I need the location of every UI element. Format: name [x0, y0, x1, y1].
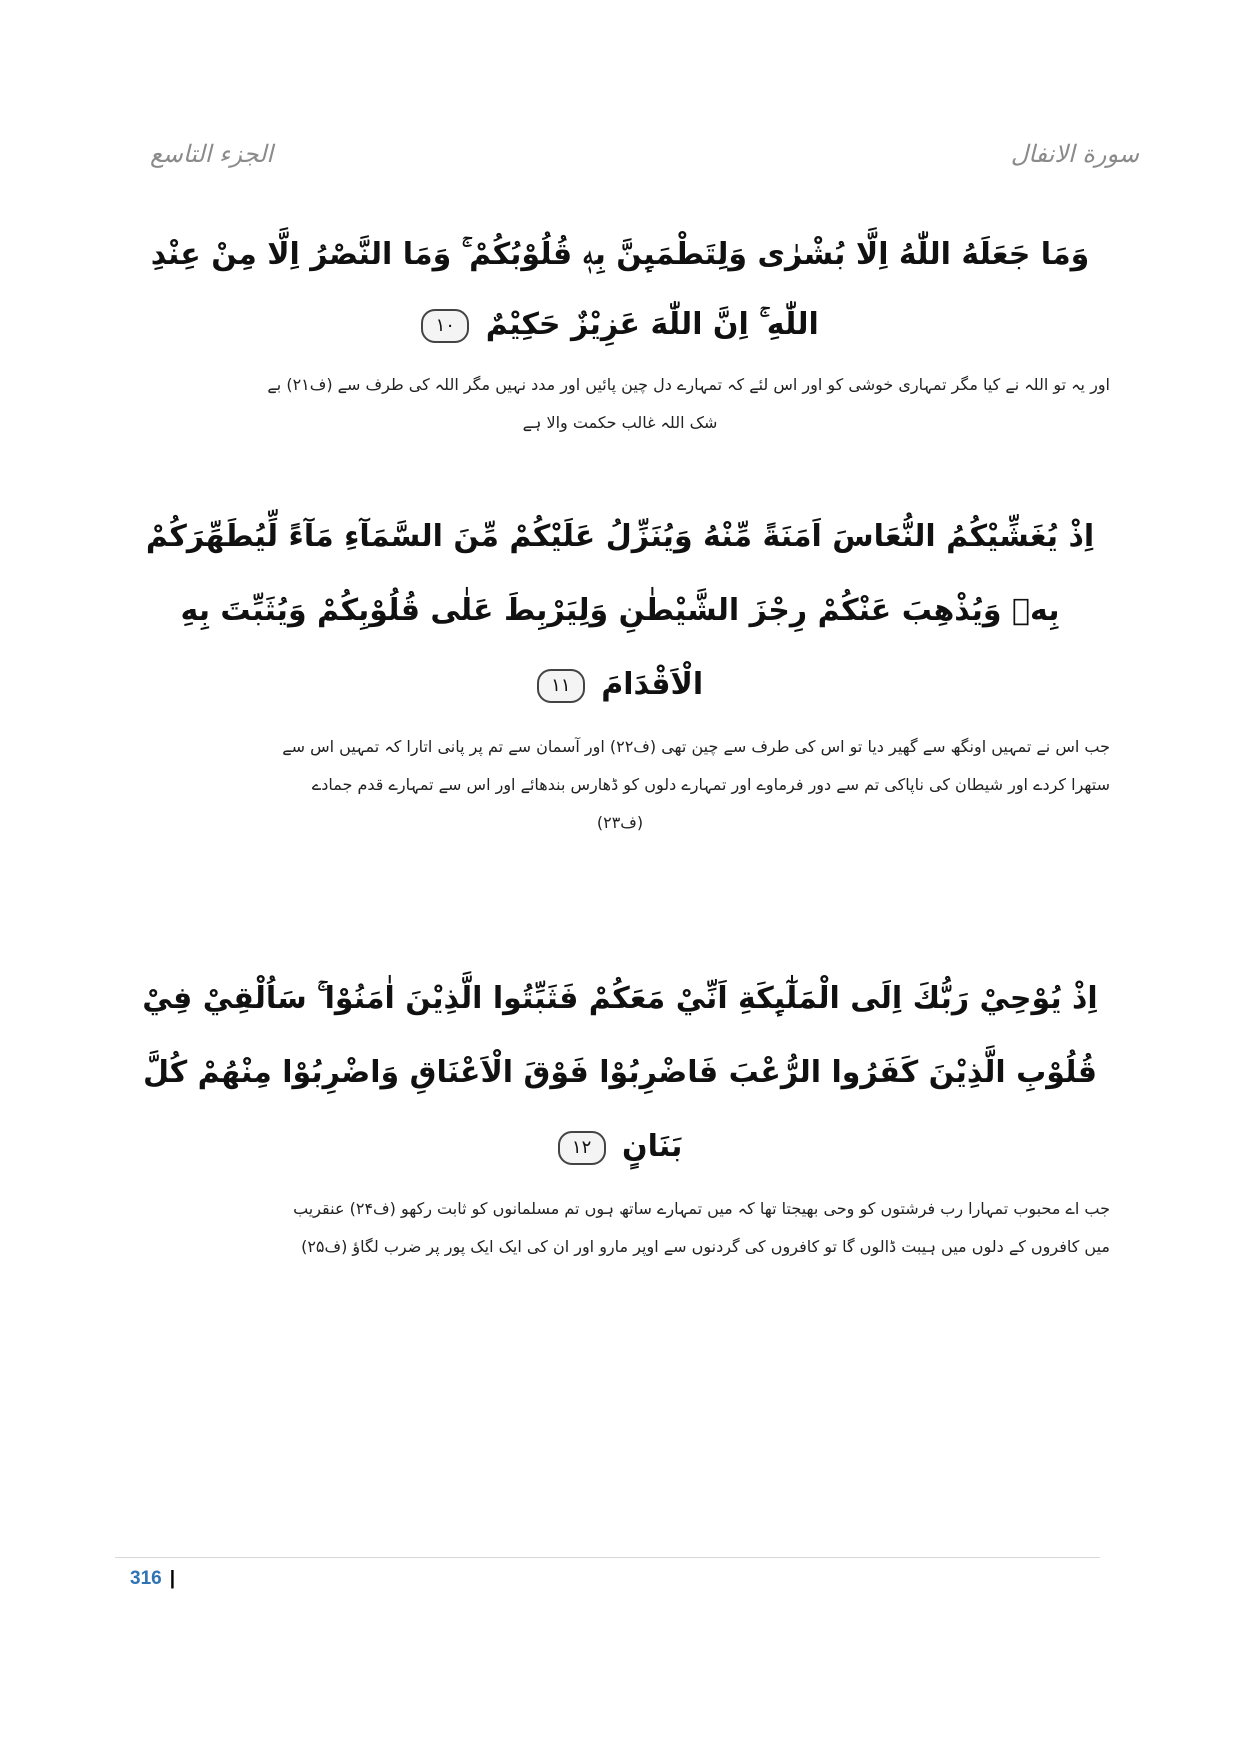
translation-line: شک اللہ غالب حکمت والا ہے — [522, 413, 718, 432]
arabic-line: وَمَا جَعَلَهُ اللّٰهُ اِلَّا بُشْرٰى وَلِتَطْمَىِٕنَّ بِهٖ قُلُوْبُكُمْ ۚ وَمَا النَّصْرُ اِلَّا مِنْ عِنْدِ — [150, 237, 1090, 272]
footnote-ref: (ف۲۳) — [596, 813, 644, 832]
arabic-line — [130, 648, 1110, 722]
verse-10-arabic — [130, 220, 1110, 360]
juz-header: الجزء التاسع — [150, 140, 274, 168]
verse-number-medallion-icon: ١٠ — [421, 309, 469, 343]
translation-line: میں کافروں کے دلوں میں ہیبت ڈالوں گا تو کافروں کی گردنوں سے اوپر مارو اور ان کی ایک ایک پور پر ضرب لگاؤ (ف۲۵) — [301, 1237, 1110, 1256]
arabic-line — [130, 290, 1110, 360]
verse-10-translation — [130, 366, 1110, 442]
arabic-line: قُلُوْبِ الَّذِيْنَ كَفَرُوا الرُّعْبَ فَاضْرِبُوْا فَوْقَ الْاَعْنَاقِ وَاضْرِبُوْا مِنْهُمْ كُلَّ — [142, 1055, 1098, 1090]
page-number-separator: | — [169, 1568, 176, 1589]
arabic-line: اِذْ يُوْحِيْ رَبُّكَ اِلَى الْمَلٰٓىِٕكَةِ اَنِّيْ مَعَكُمْ فَثَبِّتُوا الَّذِيْنَ اٰمَنُوْا ۚ سَاُلْقِيْ فِيْ — [142, 981, 1098, 1016]
page-content — [130, 220, 1110, 1266]
page-number — [130, 1568, 175, 1590]
arabic-line-text: بَنَانٍ — [622, 1129, 683, 1164]
arabic-line-text: اللّٰهِ ۚ اِنَّ اللّٰهَ عَزِيْزٌ حَكِيْمٌ — [485, 307, 819, 342]
verse-12-arabic — [130, 962, 1110, 1184]
arabic-line — [130, 1110, 1110, 1184]
surah-header: سورة الانفال — [1010, 140, 1139, 168]
arabic-line: اِذْ يُغَشِّيْكُمُ النُّعَاسَ اَمَنَةً مِّنْهُ وَيُنَزِّلُ عَلَيْكُمْ مِّنَ السَّمَآءِ مَآءً لِّيُطَهِّرَكُمْ — [145, 519, 1095, 554]
verse-number-medallion-icon: ١٢ — [558, 1131, 606, 1165]
page-number-value: 316 — [130, 1568, 162, 1589]
translation-line: ستھرا کردے اور شیطان کی ناپاکی تم سے دور فرماوے اور تمہارے دلوں کو ڈھارس بندھائے اور اس سے تمہارے قدم جمادے — [311, 775, 1110, 794]
translation-line: اور یہ تو اللہ نے کیا مگر تمہاری خوشی کو اور اس لئے کہ تمہارے دل چین پائیں اور مدد نہیں مگر اللہ کی طرف سے (ف۲۱) بے — [267, 375, 1110, 394]
verse-11-arabic — [130, 500, 1110, 722]
verse-11-translation — [130, 728, 1110, 842]
footer-divider — [115, 1557, 1100, 1558]
translation-line: جب اے محبوب تمہارا رب فرشتوں کو وحی بھیجتا تھا کہ میں تمہارے ساتھ ہوں تم مسلمانوں کو ثابت رکھو (ف۲۴) عنقریب — [293, 1199, 1110, 1218]
arabic-line-text: الْاَقْدَامَ — [601, 667, 704, 702]
arabic-line: بِهٖ وَيُذْهِبَ عَنْكُمْ رِجْزَ الشَّيْطٰنِ وَلِيَرْبِطَ عَلٰى قُلُوْبِكُمْ وَيُثَبِّتَ بِهِ — [180, 593, 1060, 628]
verse-number-medallion-icon: ١١ — [537, 669, 585, 703]
verse-12-translation — [130, 1190, 1110, 1266]
translation-line: جب اس نے تمہیں اونگھ سے گھیر دیا تو اس کی طرف سے چین تھی (ف۲۲) اور آسمان سے تم پر پانی اتارا کہ تمہیں اس سے — [282, 737, 1110, 756]
